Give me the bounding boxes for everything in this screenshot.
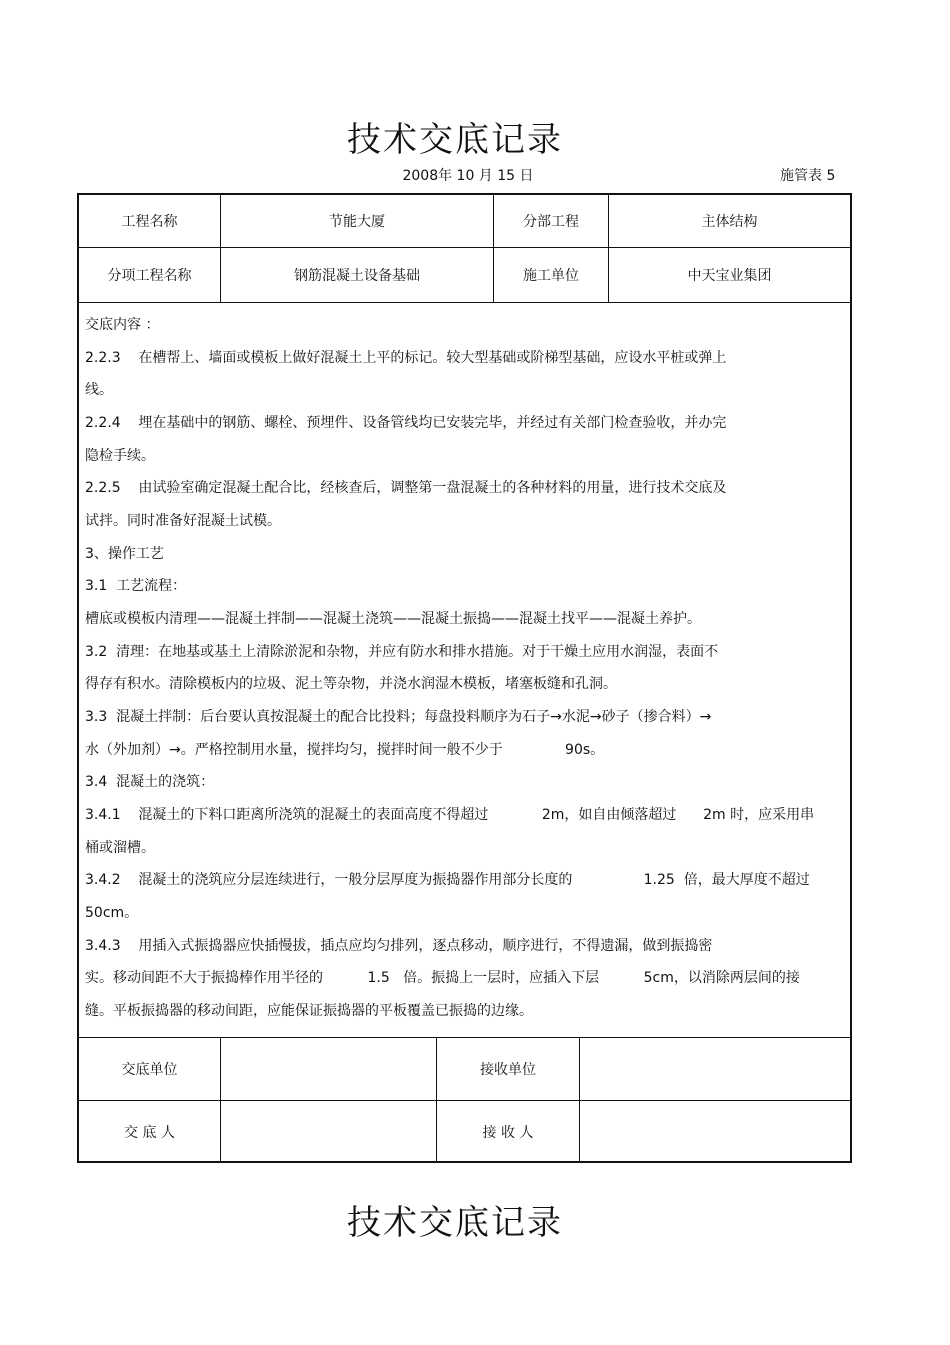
content-line: 试拌。同时准备好混凝土试模。 <box>85 513 281 529</box>
content-line: 50cm。 <box>85 905 139 921</box>
content-line: 3.4.2 混凝土的浇筑应分层连续进行，一般分层厚度为振捣器作用部分长度的 1.25 倍，最大厚度不超过 <box>85 872 810 888</box>
receiver-unit-value <box>580 1038 850 1100</box>
content-line: 水（外加剂）→。严格控制用水量，搅拌均匀，搅拌时间一般不少于 90s。 <box>85 742 605 758</box>
subproject-value: 钢筋混凝土设备基础 <box>221 247 494 302</box>
handover-unit-label: 交底单位 <box>79 1038 221 1100</box>
contractor-value: 中天宝业集团 <box>687 267 772 284</box>
content-line: 得存有积水。清除模板内的垃圾、泥土等杂物，并浇水润湿木模板，堵塞板缝和孔洞。 <box>85 676 617 692</box>
content-line: 3.1 工艺流程： <box>85 578 187 594</box>
footer-row-persons <box>79 1101 850 1163</box>
handover-person-value <box>221 1101 437 1163</box>
header-row-2 <box>79 247 850 303</box>
page-title: 技术交底记录 <box>347 120 563 160</box>
contractor-label: 施工单位 <box>494 247 609 302</box>
content-line: 缝。平板振捣器的移动间距，应能保证振捣器的平板覆盖已振捣的边缘。 <box>85 1003 533 1019</box>
next-page-title: 技术交底记录 <box>347 1203 563 1243</box>
disclosure-content <box>79 302 850 1038</box>
division-value: 主体结构 <box>701 214 758 230</box>
record-date: 2008年 10 月 15 日 <box>402 168 534 184</box>
content-line: 3.4 混凝土的浇筑： <box>85 774 215 790</box>
division-label: 分部工程 <box>494 195 609 247</box>
content-line: 3.3 混凝土拌制：后台要认真按混凝土的配合比投料；每盘投料顺序为石子→水泥→砂子（掺合料）→ <box>85 709 712 725</box>
receiver-person-value <box>580 1101 850 1163</box>
content-line: 桶或溜槽。 <box>85 840 155 856</box>
content-line: 交底内容 ： <box>85 317 160 333</box>
content-line: 实。移动间距不大于振捣棒作用半径的 1.5 倍。振捣上一层时，应插入下层 5cm，以消除两层间的接 <box>85 970 800 986</box>
footer-row-units <box>79 1038 850 1101</box>
project-name-value: 节能大厦 <box>221 195 494 247</box>
record-table <box>77 193 852 1163</box>
content-line: 3.4.3 用插入式振捣器应快插慢拔，插点应均匀排列，逐点移动，顺序进行，不得遗漏，做到振捣密 <box>85 938 713 954</box>
content-line: 槽底或模板内清理——混凝土拌制——混凝土浇筑——混凝土振捣——混凝土找平——混凝土养护。 <box>85 611 701 627</box>
handover-unit-value <box>221 1038 437 1100</box>
receiver-unit-label: 接收单位 <box>437 1038 580 1100</box>
content-line: 2.2.5 由试验室确定混凝土配合比，经核查后，调整第一盘混凝土的各种材料的用量，进行技术交底及 <box>85 480 727 496</box>
handover-person-label: 交 底 人 <box>79 1101 221 1163</box>
project-name-label: 工程名称 <box>79 195 221 247</box>
content-line: 2.2.3 在槽帮上、墙面或模板上做好混凝土上平的标记。较大型基础或阶梯型基础，应设水平桩或弹上 <box>85 350 727 366</box>
content-line: 3.2 清理：在地基或基土上清除淤泥和杂物，并应有防水和排水措施。对于干燥土应用水润湿，表面不 <box>85 644 719 660</box>
receiver-person-label: 接 收 人 <box>437 1101 580 1163</box>
content-line: 3.4.1 混凝土的下料口距离所浇筑的混凝土的表面高度不得超过 2m，如自由倾落超过 2m 时，应采用串 <box>85 807 815 823</box>
subproject-label: 分项工程名称 <box>79 247 221 302</box>
content-line: 线。 <box>85 382 113 398</box>
content-line: 3、操作工艺 <box>85 546 164 562</box>
header-row-1 <box>79 195 850 248</box>
content-line: 隐检手续。 <box>85 448 155 464</box>
content-line: 2.2.4 埋在基础中的钢筋、螺栓、预埋件、设备管线均已安装完毕，并经过有关部门检查验收，并办完 <box>85 415 727 431</box>
form-number: 施管表 5 <box>780 168 836 184</box>
